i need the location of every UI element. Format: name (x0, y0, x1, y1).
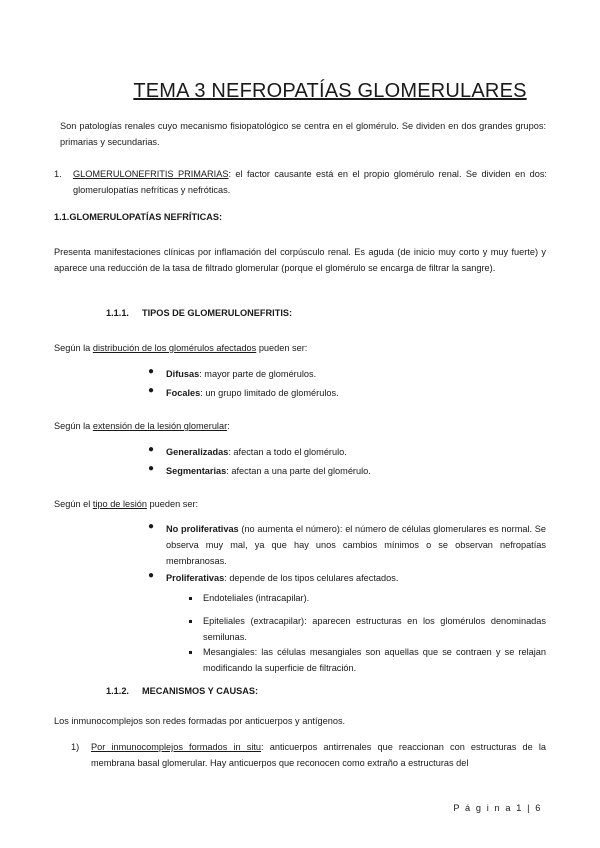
item-text: (no aumenta el número): el número de células glomerulares es normal. Se observa muy mal, ya que hay unos cambios mínimos o se observan nefropatías membranosas. (166, 524, 547, 566)
section1-paragraph (73, 166, 547, 198)
list-item (166, 385, 339, 401)
square-bullet-icon (189, 651, 192, 654)
item-text: : afectan a una parte del glomérulo. (226, 466, 371, 476)
page-footer: P á g i n a 1 | 6 (453, 803, 542, 813)
dist-link: distribución de los glomérulos afectados (92, 343, 257, 353)
item-bold: Segmentarias (166, 466, 227, 476)
tipo-post: pueden ser: (146, 499, 199, 509)
section11-heading: 1.1.GLOMERULOPATÍAS NEFRÍTICAS: (54, 212, 223, 222)
section112-paragraph: Los inmunocomplejos son redes formadas por anticuerpos y antígenos. (54, 716, 346, 726)
section1-text: : el factor causante está en el propio glomérulo renal. Se dividen en dos: glomerulopatías nefríticas y nefróticas. (73, 169, 547, 195)
tipo-link: tipo de lesión (92, 499, 147, 509)
section111-number: 1.1.1. (106, 308, 129, 318)
list-item (166, 570, 546, 586)
tipo-pre: Según el (54, 499, 93, 509)
item-bold: No proliferativas (166, 524, 239, 534)
sub-list-item: Mesangiales: las células mesangiales son aquellas que se contraen y se relajan modificando la superficie de filtración. (203, 647, 546, 673)
section1-label: GLOMERULONEFRITIS PRIMARIAS (73, 169, 229, 179)
intro-paragraph: Son patologías renales cuyo mecanismo fisiopatológico se centra en el glomérulo. Se dividen en dos grandes grupos: primarias y secundarias. (60, 121, 546, 147)
bullet-icon: ● (148, 463, 155, 474)
section1-number: 1. (54, 169, 62, 179)
item-text: : mayor parte de glomérulos. (199, 369, 317, 379)
page-title: TEMA 3 NEFROPATÍAS GLOMERULARES (133, 80, 527, 102)
item-bold: Focales (166, 388, 201, 398)
ext-link: extensión de la lesión glomerular (92, 421, 228, 431)
list-item (166, 521, 546, 569)
dist-pre: Según la (54, 343, 93, 353)
item-link: Por inmunocomplejos formados in situ (91, 742, 262, 752)
list-item (166, 366, 316, 382)
item-text: : depende de los tipos celulares afectados. (224, 573, 399, 583)
section112-item-number: 1) (71, 742, 80, 752)
list-item (166, 463, 371, 479)
section112-heading: MECANISMOS Y CAUSAS: (142, 686, 259, 696)
dist-post: pueden ser: (256, 343, 308, 353)
section11-paragraph: Presenta manifestaciones clínicas por inflamación del corpúsculo renal. Es aguda (de inicio muy corto y muy fuerte) y aparece una reducción de la tasa de filtrado glomerular (porque el glomérulo se encarga de filtrar la sangre). (54, 247, 546, 273)
tipo-intro (54, 496, 198, 512)
item-bold: Proliferativas (166, 573, 225, 583)
square-bullet-icon (189, 597, 192, 600)
list-item (166, 444, 347, 460)
sub-list-item: Epiteliales (extracapilar): aparecen estructuras en los glomérulos denominadas semilunas. (203, 616, 546, 642)
bullet-icon: ● (148, 444, 155, 455)
item-bold: Generalizadas (166, 447, 229, 457)
ext-intro (54, 418, 230, 434)
item-text: : anticuerpos antirrenales que reaccionan con estructuras de la membrana basal glomerular. Hay anticuerpos que reconocen como extraño a estructuras del (91, 742, 546, 768)
bullet-icon: ● (148, 385, 155, 396)
item-text: : afectan a todo el glomérulo. (228, 447, 347, 457)
section112-item (91, 739, 546, 771)
bullet-icon: ● (148, 521, 155, 532)
dist-intro (54, 340, 307, 356)
ext-post: : (227, 421, 230, 431)
sub-list-item: Endoteliales (intracapilar). (203, 593, 310, 603)
bullet-icon: ● (148, 570, 155, 581)
section111-heading: TIPOS DE GLOMERULONEFRITIS: (142, 308, 293, 318)
item-text: : un grupo limitado de glomérulos. (200, 388, 339, 398)
item-bold: Difusas (166, 369, 200, 379)
square-bullet-icon (189, 620, 192, 623)
ext-pre: Según la (54, 421, 93, 431)
section112-number: 1.1.2. (106, 686, 129, 696)
bullet-icon: ● (148, 366, 155, 377)
